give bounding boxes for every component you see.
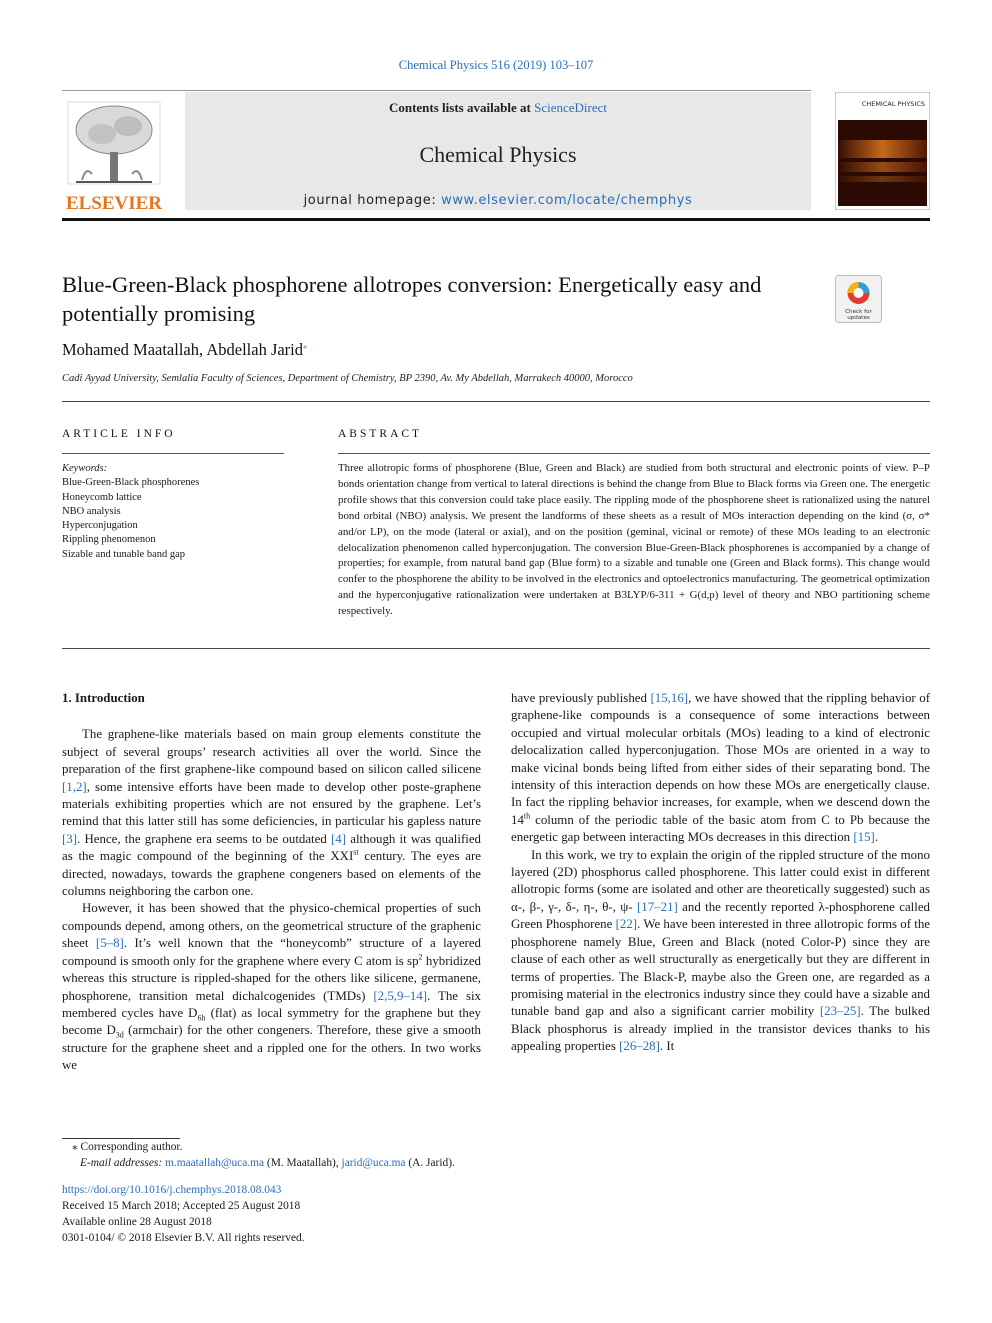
abstract-bottom-rule xyxy=(62,648,930,649)
title-rule xyxy=(62,401,930,402)
text-run: and the recently reported λ-phosphorene called Green Phosphorene xyxy=(511,899,930,932)
intro-paragraph-2-continued xyxy=(511,690,930,847)
article-info-rule xyxy=(62,453,284,454)
email-link-maatallah[interactable]: m.maatallah@uca.ma xyxy=(165,1157,265,1169)
homepage-link[interactable]: www.elsevier.com/locate/chemphys xyxy=(441,193,693,208)
citation-link[interactable]: [23–25] xyxy=(819,1004,861,1019)
citation-link[interactable]: [5–8] xyxy=(95,936,124,951)
citation-link[interactable]: [3] xyxy=(62,831,78,846)
superscript: st xyxy=(353,847,359,857)
text-run: hybridized whereas this structure is rippled-shaped for the others like silicene, germanene, phosphorene, transition metal dichalcogenides (TMDs) xyxy=(62,953,481,1003)
text-run: . It’s well known that the “honeycomb” structure of a layered compound is smooth only for the graphene where every C atom is sp xyxy=(62,936,482,968)
text-run: . The six membered cycles have D xyxy=(62,988,481,1020)
crossmark-icon xyxy=(835,275,882,323)
subscript: 6h xyxy=(197,1013,206,1023)
text-run: . Hence, the graphene era seems to be outdated xyxy=(77,831,332,846)
superscript: 2 xyxy=(418,952,423,962)
header-rule xyxy=(62,218,930,221)
text-run: , we have showed that the rippling behavior of graphene-like compounds is a consequence of some interactions between occupied and virtual molecular orbitals (MOs) leading to a kind of electronic delocalization called hyperconjugation. Those MOs are oriented in a way to make vicinal bonds being lifted from either sides of their separating bond. The intensity of this interaction depends on how these MOs are energetically clause. In fact the rippling behavior increases, for example, when we descend down the 14 xyxy=(511,691,930,827)
homepage-prefix: journal homepage: xyxy=(303,193,442,208)
citation-link[interactable]: [15,16] xyxy=(650,691,689,705)
authors-text: Mohamed Maatallah, Abdellah Jarid xyxy=(62,340,304,359)
intro-paragraph-1 xyxy=(62,726,481,900)
citation-link[interactable]: [17–21] xyxy=(637,899,678,914)
text-run: . We have been interested in three allotropic forms of the phosphorene namely Blue, Green and Black (noted Color-P) since they are clause of each other as well structurally as energetically but they are different in terms of properties. The Black-P, maybe also the Green one, are regarded as a promising material in the electronics industry since they could have a sizable and tunable band gap and also a significant carrier mobility xyxy=(511,917,930,1019)
superscript: th xyxy=(523,811,531,821)
citation-link[interactable]: [2,5,9–14] xyxy=(373,988,428,1003)
email-link-jarid[interactable]: jarid@uca.ma xyxy=(341,1157,406,1169)
citation-link[interactable]: [15] xyxy=(853,830,875,845)
affiliation: Cadi Ayyad University, Semlalia Faculty of Sciences, Department of Chemistry, BP 2390, Av. My Abdellah, Marrakech 40000, Morocco xyxy=(62,373,633,384)
abstract-rule xyxy=(338,453,930,454)
email-owner: (M. Maatallah), xyxy=(264,1157,342,1169)
intro-paragraph-3 xyxy=(511,847,930,1056)
keyword-item: Honeycomb lattice xyxy=(62,491,142,503)
keywords-block xyxy=(62,462,286,562)
contents-prefix: Contents lists available at xyxy=(388,100,535,115)
text-run: , some intensive efforts have been made to develop other poste-graphene materials exhibiting properties which are not ensured by the graphene. Let’s remind that this latter still has some deficiencies, in particular his gapless nature xyxy=(62,779,481,829)
text-run: column of the periodic table of the basic atom from C to Pb because the energetic gap between interacting MOs decreases in this direction xyxy=(511,812,930,845)
body-column-left xyxy=(62,690,481,1075)
article-info-heading: ARTICLE INFO xyxy=(62,428,176,440)
text-run: In this work, we try to explain the origin of the rippled structure of the mono layered (2D) phosphorus called phosphorene. This latter could exist in different allotropic forms (some are isolated and other are theoretically suggested) such as α-, β-, γ-, δ-, η-, θ-, ψ- xyxy=(511,847,930,914)
text-run: (flat) as local symmetry for the graphene but they become D xyxy=(62,1005,482,1038)
text-run: (armchair) for the other congeners. Therefore, these give a smooth structure for the graphene sheet and a rippled one for the others. In two works we xyxy=(62,1023,481,1073)
contents-line xyxy=(185,100,811,116)
available-online-date: Available online 28 August 2018 xyxy=(62,1216,212,1228)
keywords-label: Keywords: xyxy=(62,463,108,474)
footnote-block xyxy=(62,1139,762,1171)
header-top-rule xyxy=(62,90,811,91)
keyword-item: Sizable and tunable band gap xyxy=(62,548,186,560)
subscript: 3d xyxy=(115,1030,124,1040)
homepage-line xyxy=(185,193,811,208)
publication-info xyxy=(62,1182,662,1246)
text-run: . xyxy=(874,830,879,845)
text-run: have previously published xyxy=(511,691,651,705)
journal-name: Chemical Physics xyxy=(419,142,577,167)
section-heading-introduction: 1. Introduction xyxy=(62,691,145,705)
svg-text:updates: updates xyxy=(847,315,870,321)
sciencedirect-link[interactable]: ScienceDirect xyxy=(534,100,608,115)
body-column-right xyxy=(511,690,930,1056)
text-run: The graphene-like materials based on main group elements constitute the subject of several groups’ research activities all over the world. Since the preparation of the first graphene-like compound based on silicon called silicene xyxy=(62,727,481,777)
keyword-item: NBO analysis xyxy=(62,505,121,517)
text-run: although it was qualified as the magic compound of the beginning of the XXI xyxy=(62,831,481,864)
article-title: Blue-Green-Black phosphorene allotropes conversion: Energetically easy and potentially promising xyxy=(62,272,762,326)
elsevier-tree-icon xyxy=(62,96,166,214)
citation-link[interactable]: [26–28] xyxy=(619,1039,660,1054)
elsevier-wordmark: ELSEVIER xyxy=(65,193,163,214)
check-for-updates-badge[interactable] xyxy=(835,275,882,323)
citation-link[interactable]: [4] xyxy=(331,831,347,846)
text-run: However, it has been showed that the physico-chemical properties of such compounds depend, among others, on the geometrical structure of the graphenic sheet xyxy=(62,901,481,951)
corresponding-author-note: ⁎ Corresponding author. xyxy=(72,1141,183,1153)
author-list xyxy=(62,340,307,360)
doi-link[interactable]: https://doi.org/10.1016/j.chemphys.2018.08.043 xyxy=(62,1184,282,1196)
cover-title: CHEMICAL PHYSICS xyxy=(861,100,925,108)
intro-paragraph-2 xyxy=(62,900,481,1074)
elsevier-logo[interactable] xyxy=(62,96,166,214)
abstract-text: Three allotropic forms of phosphorene (Blue, Green and Black) are studied from both structural and electronic points of view. P–P bonds orientation change from vertical to lateral directions is behind the change from Blue to Black forms via Green one. The energetic profile shows that this conversion could take place easily. The rippling mode of the phosphorene sheet is rationalized using the naturel bond orbital (NBO) analysis. We present the landforms of these sheets as a result of MOs interaction depending on the kind (σ, σ* and/or LP), on the mode (lateral or axial), and on the position (geminal, vicinal or remote) of these MOs leading to an electronic delocalization phenomenon called hyperconjugation. The conversion Blue-Green-Black phosphorenes is accompanied by a change of properties; for example, from natural band gap (Blue form) to a sizable and tunable one (Green and Black forms). This change would confer to the phosphorene the ability to be involved in the electronics and optoelectronics manufacturing. The geometrical optimization and the hyperconjugative rationalization were undertaken at B3LYP/6-311 + G(d,p) level of theory and NBO partitioning scheme respectively. xyxy=(338,462,930,618)
abstract-heading: ABSTRACT xyxy=(338,428,423,440)
corresponding-author-mark[interactable]: ⁎ xyxy=(303,341,308,351)
journal-cover-image xyxy=(835,92,930,210)
keyword-item: Hyperconjugation xyxy=(62,520,138,532)
email-label: E-mail addresses: xyxy=(80,1157,165,1169)
journal-citation-line[interactable]: Chemical Physics 516 (2019) 103–107 xyxy=(398,58,594,72)
journal-cover-thumbnail[interactable] xyxy=(835,92,930,210)
received-accepted-dates: Received 15 March 2018; Accepted 25 August 2018 xyxy=(62,1200,301,1212)
text-run: century. The eyes are directed, nowadays, towards the graphene congeners based on elements of the columns neighboring the carbon one. xyxy=(62,849,481,899)
keyword-item: Rippling phenomenon xyxy=(62,534,156,546)
citation-link[interactable]: [1,2] xyxy=(62,779,87,794)
svg-text:Check for: Check for xyxy=(845,309,872,315)
keyword-item: Blue-Green-Black phosphorenes xyxy=(62,477,200,489)
text-run: . The bulked Black phosphorus is already implied in the transistor devices thanks to his appealing properties xyxy=(511,1004,930,1054)
email-line xyxy=(62,1155,762,1171)
text-run: . It xyxy=(659,1039,675,1054)
citation-link[interactable]: [22] xyxy=(615,917,638,932)
copyright-notice: 0301-0104/ © 2018 Elsevier B.V. All rights reserved. xyxy=(62,1232,305,1244)
email-owner: (A. Jarid). xyxy=(405,1157,455,1169)
